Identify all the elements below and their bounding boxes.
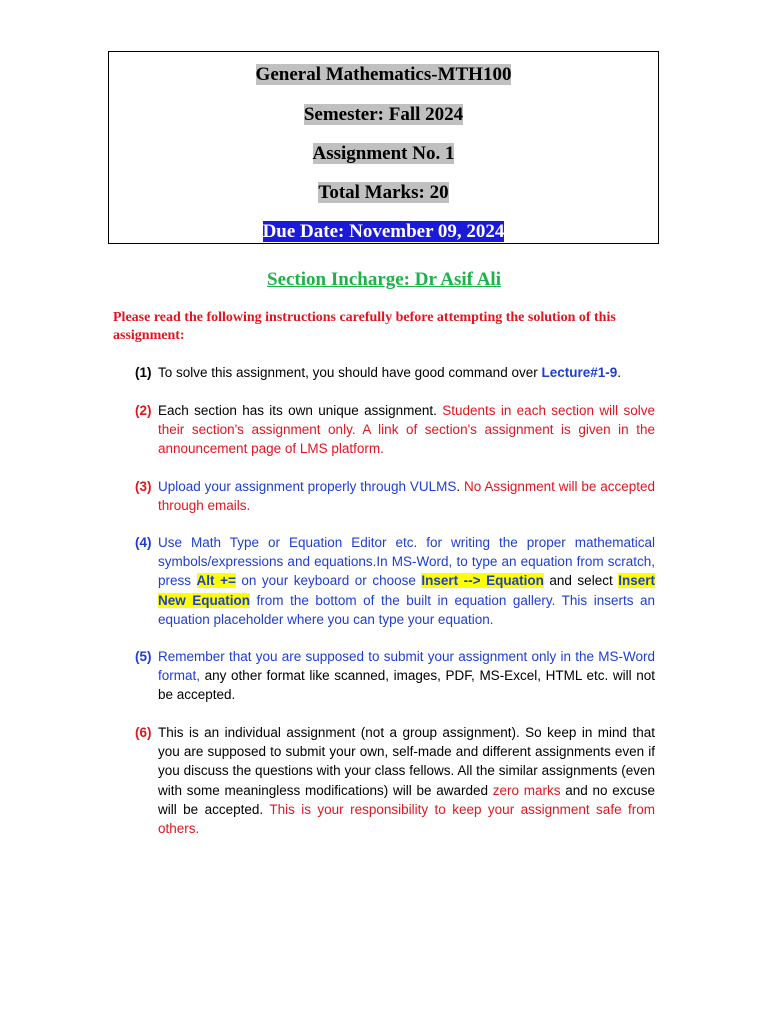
item-number: (3) xyxy=(135,479,152,494)
instructions-heading: Please read the following instructions carefully before attempting the solution of this assignment: xyxy=(113,310,616,343)
item-number: (1) xyxy=(135,365,152,380)
assignment-line xyxy=(109,143,658,165)
item-number: (6) xyxy=(135,725,152,740)
item-number: (4) xyxy=(135,535,152,550)
total-marks: Total Marks: 20 xyxy=(318,182,449,203)
course-title-line xyxy=(109,64,658,86)
due-date-line xyxy=(109,221,658,243)
course-title: General Mathematics-MTH100 xyxy=(255,64,512,85)
semester: Semester: Fall 2024 xyxy=(303,104,464,125)
header-box xyxy=(108,51,659,244)
item-number: (2) xyxy=(135,403,152,418)
instruction-item-2 xyxy=(135,401,655,459)
instruction-item-5 xyxy=(135,647,655,705)
item-text: This is an individual assignment (not a group assignment). So keep in mind that you are supposed to submit your own, self-made and different assignments even if you discuss the questions with your class fellows. All the similar assignments (even with some meaningless modifications) will be awarded zero marks and no excuse will be accepted. This is your responsibility to keep your assignment safe from others. xyxy=(158,725,655,837)
assignment-number: Assignment No. 1 xyxy=(312,143,455,164)
instruction-item-6 xyxy=(135,723,655,838)
instruction-item-4 xyxy=(135,533,655,629)
menu-insert-new-equation: Insert New Equation xyxy=(158,573,655,608)
due-date: Due Date: November 09, 2024 xyxy=(262,221,505,242)
lecture-range: Lecture#1-9 xyxy=(541,365,618,380)
instruction-item-3 xyxy=(135,477,655,515)
item-text: Use Math Type or Equation Editor etc. for writing the proper mathematical symbols/expressions and equations.In MS-Word, to type an equation from scratch, press Alt += on your keyboard or choose Insert --> Equation and select Insert New Equation from the bottom of the built in equation gallery. This inserts an equation placeholder where you can type your equation. xyxy=(158,535,655,627)
item-number: (5) xyxy=(135,649,152,664)
item-text: Each section has its own unique assignment. Students in each section will solve their section's assignment only. A link of section's assignment is given in the announcement page of LMS platform. xyxy=(158,403,655,457)
semester-line xyxy=(109,104,658,126)
item-text: Remember that you are supposed to submit your assignment only in the MS-Word format, any other format like scanned, images, PDF, MS-Excel, HTML etc. will not be accepted. xyxy=(158,649,655,703)
menu-insert-equation: Insert --> Equation xyxy=(421,573,544,589)
item-text: Upload your assignment properly through VULMS. No Assignment will be accepted through emails. xyxy=(158,479,655,514)
item-text: To solve this assignment, you should have good command over Lecture#1-9. xyxy=(158,365,622,380)
marks-line xyxy=(109,182,658,204)
instruction-item-1 xyxy=(135,363,655,382)
section-incharge: Section Incharge: Dr Asif Ali xyxy=(267,269,501,290)
shortcut-alt-equals: Alt += xyxy=(196,573,236,589)
